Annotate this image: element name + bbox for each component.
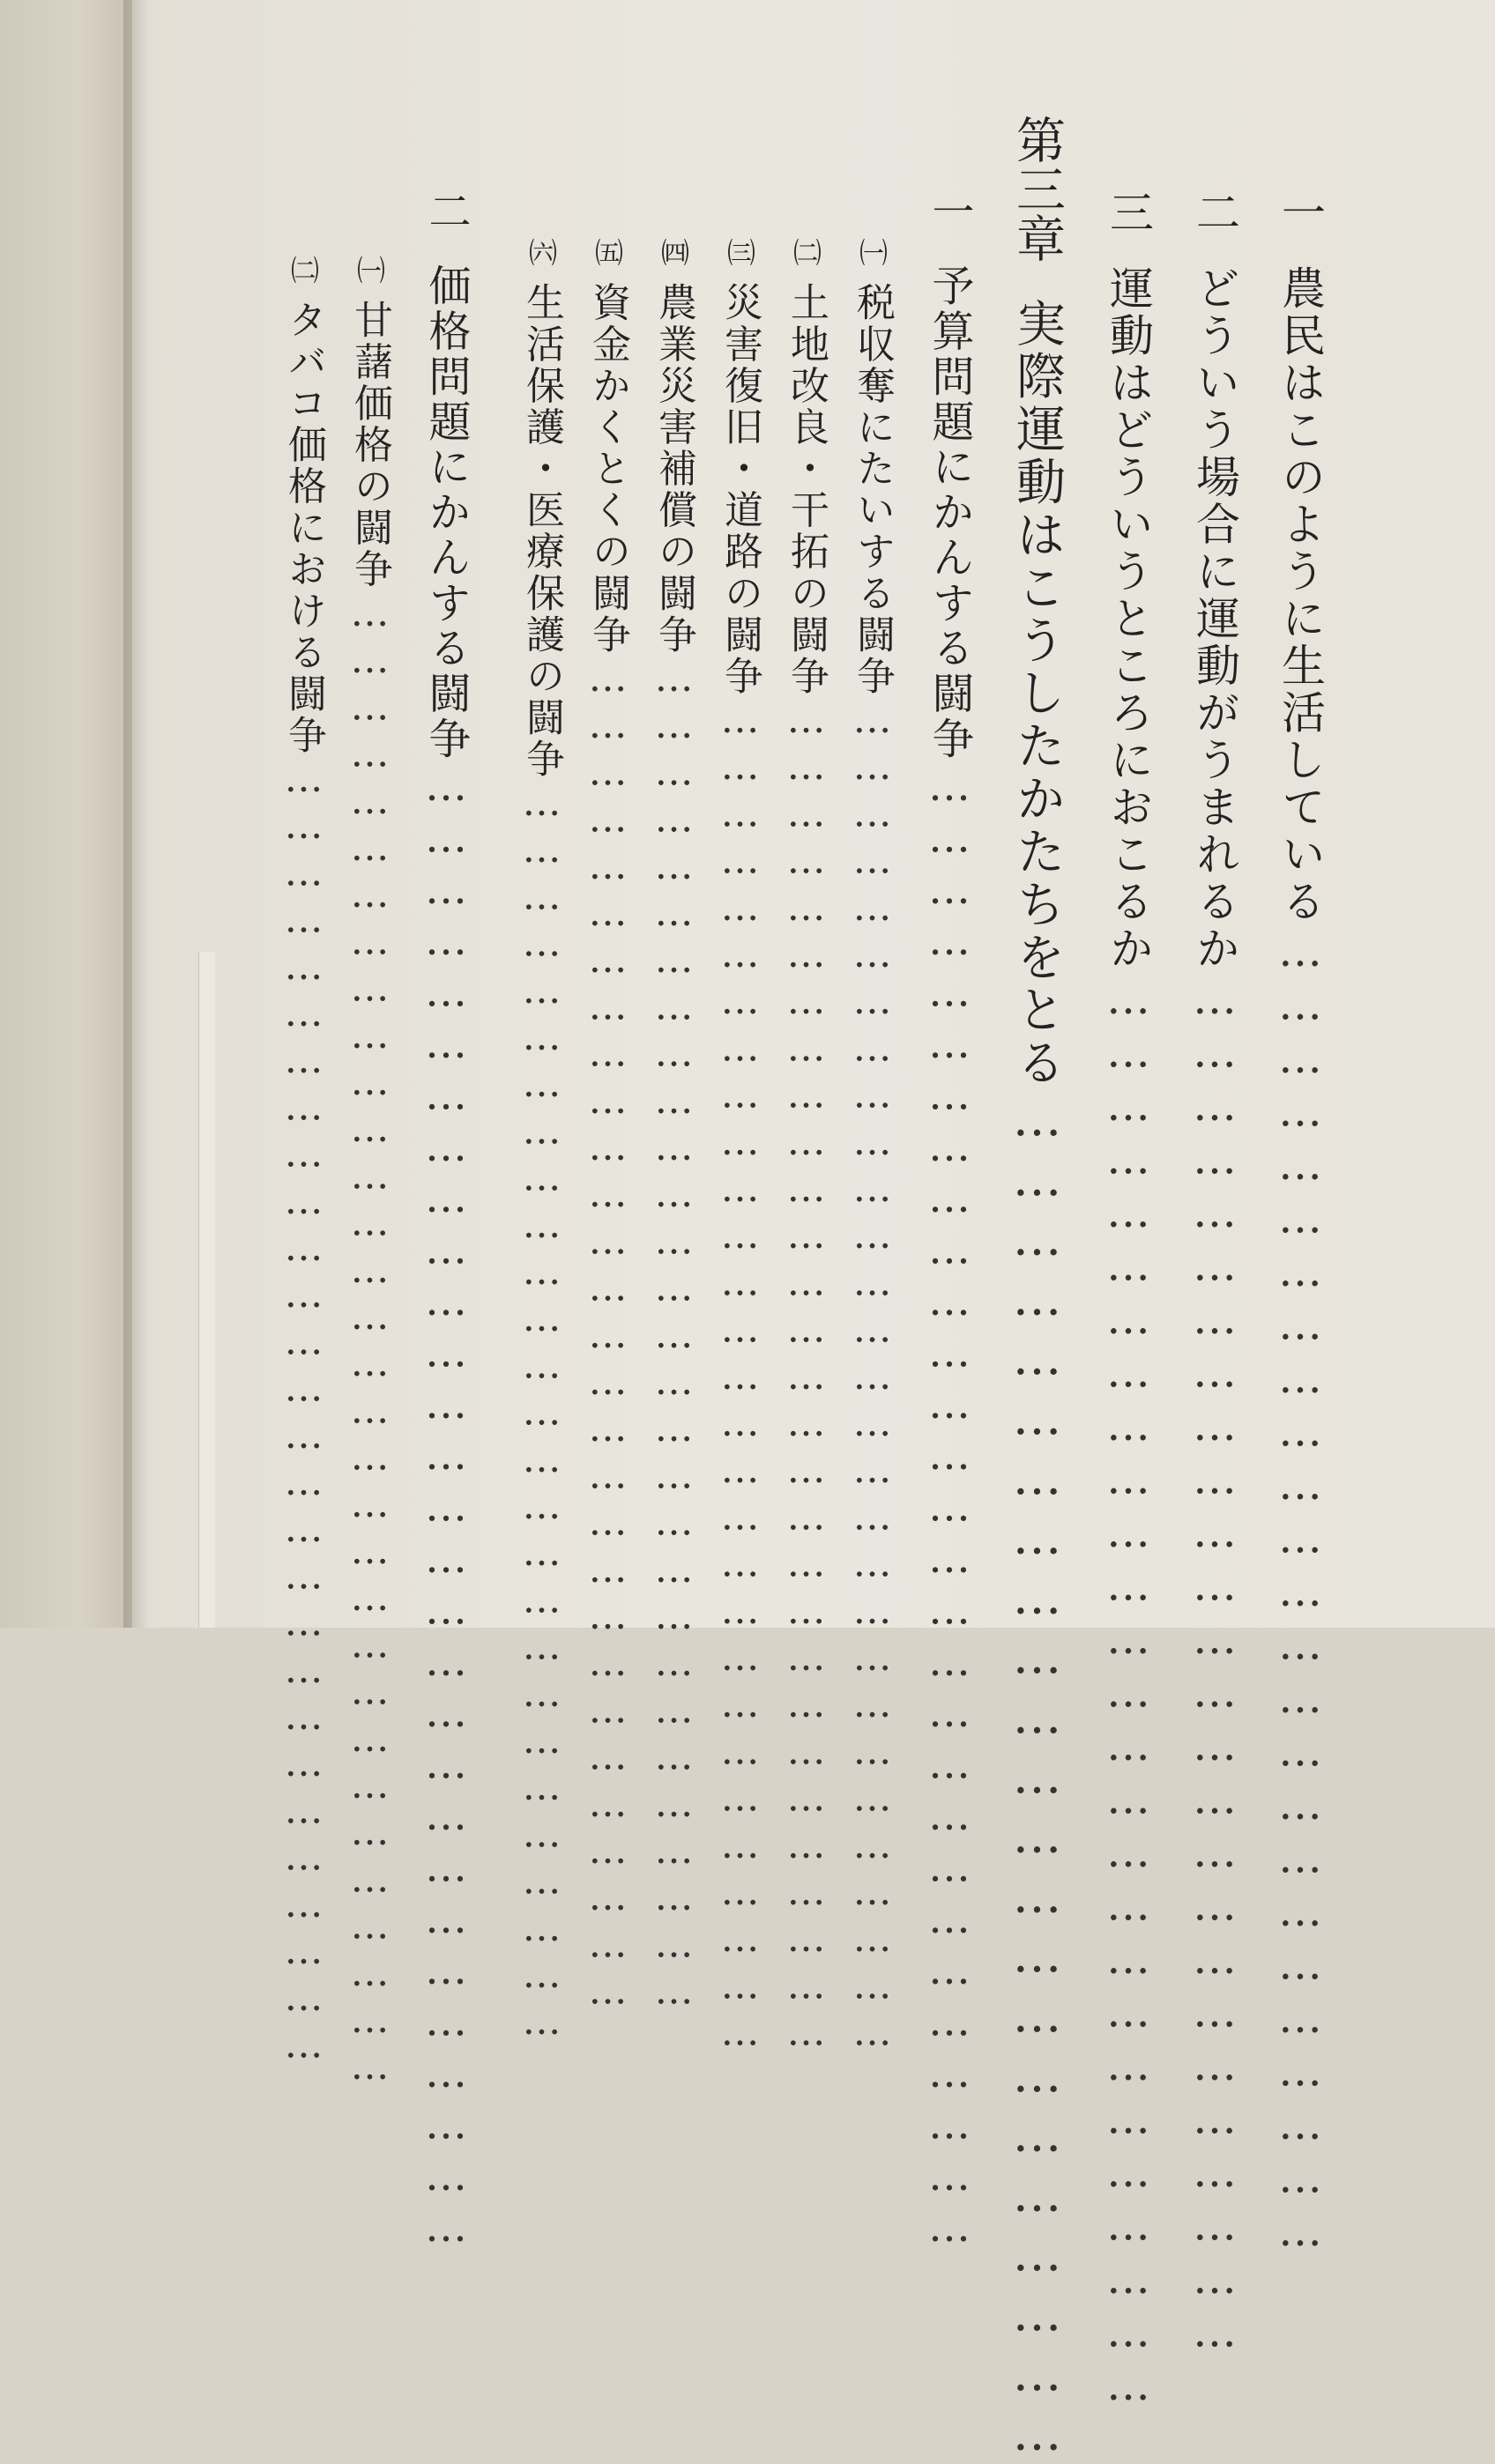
entry-title: 農民はこのように生活している [1275,265,1326,925]
entry-number: 一 [925,189,974,232]
subentry-title: 土地改良・干拓の闘争 [784,282,829,697]
chapter-title: 実際運動はこうしたかたちをとる [1008,298,1066,1090]
dot-leader: ………………………………………………………………………… [281,755,326,2069]
dot-leader: …………………………………………………………………………… [784,696,829,2057]
subentry-title: 税収奪にたいする闘争 [850,282,895,697]
chapter-heading [1008,115,1066,2464]
dot-leader: …………………………………………………………………………… [421,761,471,2254]
toc-subentry [281,256,326,2069]
dot-leader: …………………………………………………………………………… [651,655,696,2015]
entry-title: どういう場合に運動がうまれるか [1189,265,1240,973]
left-page [0,0,132,1628]
dot-leader: …………………………………………………………………………… [925,761,974,2254]
chapter-number: 第三章 [1008,115,1066,263]
subentry-number: ㈢ [723,238,756,266]
toc-subentry [585,238,630,2015]
dot-leader: ………………………………………………………………… [1275,925,1326,2259]
dot-leader: …………………………………………………………… [1008,1089,1066,2464]
entry-title: 価格問題にかんする闘争 [421,263,471,761]
subentry-number: ㈣ [657,238,690,266]
toc-entry [1189,189,1240,2359]
dot-leader: ……………………………………………………………………… [519,779,564,2046]
subentry-title: タバコ価格における闘争 [281,300,326,756]
entry-number: 二 [421,189,471,232]
subentry-title: 甘藷価格の闘争 [347,300,392,590]
dot-leader: …………………………………………………………………………… [850,696,895,2057]
page-edge [198,952,215,1628]
entry-number: 一 [1275,189,1326,234]
subentry-title: 災害復旧・道路の闘争 [718,282,762,697]
subentry-number: ㈠ [855,238,889,266]
toc-subentry [519,238,564,2046]
subentry-number: ㈠ [353,256,386,284]
entry-title: 予算問題にかんする闘争 [925,263,974,761]
toc-subentry [784,238,829,2057]
entry-number: 三 [1103,189,1154,234]
toc-entry [421,189,471,2254]
subentry-title: 資金かくとくの闘争 [585,282,630,656]
toc-entry [925,189,974,2254]
toc-entry [1275,189,1326,2259]
dot-leader: …………………………………………………………………… [1189,972,1240,2359]
toc-subentry [651,238,696,2015]
gutter-shadow [123,0,150,1628]
subentry-number: ㈥ [524,238,558,266]
toc-subentry [718,238,762,2057]
dot-leader: …………………………………………………………………………… [585,655,630,2015]
entry-number: 二 [1189,189,1240,234]
entry-title: 運動はどういうところにおこるか [1103,265,1154,973]
toc-subentry [347,256,392,2090]
subentry-title: 生活保護・医療保護の闘争 [519,282,564,780]
subentry-number: ㈡ [789,238,822,266]
dot-leader: ……………………………………………………………………… [1103,972,1154,2412]
subentry-title: 農業災害補償の闘争 [651,282,696,656]
subentry-number: ㈤ [591,238,624,266]
dot-leader: …………………………………………………………………………………… [347,590,392,2090]
subentry-number: ㈡ [286,256,320,284]
dot-leader: …………………………………………………………………………… [718,696,762,2057]
toc-subentry [850,238,895,2057]
toc-entry [1103,189,1154,2412]
